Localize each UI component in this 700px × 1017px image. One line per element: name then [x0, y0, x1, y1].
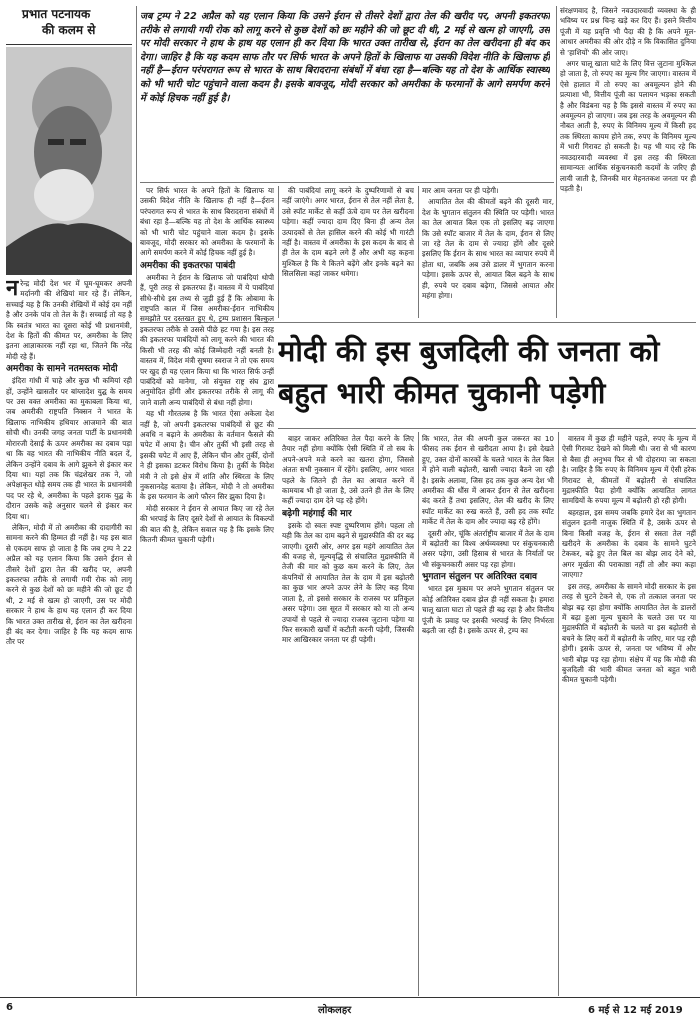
headline-bottom-rule: [278, 428, 696, 429]
col2-paragraph: यह भी गौरतलब है कि भारत ऐसा अकेला देश नहीं है, जो अपनी इकतरफा पाबंदियों से छूट की अवधि न बढ़ाने के अमरीका के वर्तमान फैसले की चपेट में आया है। चीन और तुर्की भी इसी तरह से इसकी चपेट में आए हैं, लेकिन चीन और तुर्की, दोनों ने ही इसका डटकर विरोध किया है। तुर्की के विदेश मंत्री ने तो इसे क्षेत्र में शांति और स्थिरता के लिए नुकसानदेह बताया है। लेकिन, मोदी ने तो अमरीका के इस फरमान के आगे फौरन सिर झुका दिया है।: [140, 409, 274, 502]
column-rule: [418, 186, 419, 318]
publication-name: लोकलहर: [318, 1005, 352, 1016]
col1-paragraph: इंदिरा गांधी में चाहे और कुछ भी कमियां रही हों, उन्होंने खासतौर पर बांग्लादेश युद्घ के समय पर उस वक्त अमरीका का मुकाबला किया था, जब अमरीकी राष्ट्रपति निक्सन ने भारत के खिलाफ नाभिकीय हथियार आजमाने की बात सोची थी। उनकी जगह जनता पार्टी के प्रधानमंत्री मोरारजी देसाई के ऊपर अमरीका का दबाव पड़ा था कि वह भारत की नाभिकीय नीति बदल दें, लेकिन उन्होंने दबाव के आगे झुकने से इंकार कर दिया था। यहां तक कि चंद्रशेखर तक ने, जो अपेक्षाकृत थोड़े समय तक ही भारत के प्रधानमंत्री पद पर रहे थे, अमरीका के पहले इराक युद्घ के दौरान उसके कहे अनुसार चलने से इंकार कर दिया था।: [6, 376, 132, 521]
article-column-2: [140, 186, 274, 996]
subheading: बढ़ेगी महंगाई की मार: [282, 508, 352, 519]
col1-paragraph: रेन्द्र मोदी देश भर में घूम-घूमकर अपनी मर्दानगी की शेखियां मार रहे हैं। लेकिन, सच्चाई यह है कि उनकी शेखियों में कोई दम नहीं है और उनके पांव तो तेल के हैं। सच्चाई तो यह है कि स्वतंत्र भारत का दूसरा कोई भी प्रधानमंत्री, देश के हितों की कीमत पर, अमरीका के लिए इतना आज्ञाकारक नहीं रहा था, जितने कि नरेंद्र मोदी रहे हैं।: [6, 279, 132, 361]
article-column-8: [562, 434, 696, 996]
page-headline: [278, 330, 696, 422]
col5-paragraph: संरक्षणवाद है, जिसने नवउदारवादी व्यवस्था के ही भविष्य पर प्रश्न चिन्ह खड़े कर दिए हैं। इसने वित्तीय पूंजी में यह प्रवृत्ति भी पैदा की है कि अपने मूल-आधार अमरीका की ओर दौड़े न कि विकासित दुनिया से 'हाशियों' की ओर जाए।: [560, 6, 696, 57]
subheading: अमरीका की इकतरफा पाबंदी: [140, 260, 236, 271]
column-rule: [136, 6, 137, 996]
headline-line-2: बहुत भारी कीमत चुकानी पड़ेगी: [278, 376, 606, 410]
headline-line-1: मोदी की इस बुजदिली की जनता को: [278, 334, 660, 368]
col2-paragraph: अमरीका ने ईरान के खिलाफ जो पाबंदियां थोपी हैं, पूरी तरह से इकतरफा हैं। वास्तव में ये पाबंदियां सीधे-सीधे इस तथ्य से जुड़ी हुई हैं कि ओबामा के राष्ट्रपति काल में जिस अमरीका-ईरान नाभिकीय समझौते पर दस्तखत हुए थे, ट्रम्प प्रशासन बिल्कुल इकतरफा तरीके से उससे पीछे हट गया है। इस तरह की इकतरफा पाबंदियों को लागू करने की भारत की किसी भी तरह की कोई जिम्मेदारी नहीं बनती है। वास्तव में, विदेश मंत्री सुषमा स्वराज ने तो एक समय पर खुद ही यह एलान किया था कि भारत सिर्फ उन्हीं पाबंदियों को मानेगा, जो संयुक्त राष्ट्र संघ द्वारा अनुमोदित होंगी और इकतरफा तरीके से लागू की जाने वाली अन्य पाबंदियों से बंधा नहीं होगा।: [140, 272, 274, 407]
author-byline: [6, 6, 132, 44]
footer-rule: [0, 997, 700, 998]
lede-divider: [140, 182, 554, 183]
author-name: प्रभात पटनायक: [22, 7, 91, 21]
article-column-5: [560, 6, 696, 318]
author-photo: [6, 47, 132, 275]
author-byline-suffix: की कलम से: [42, 23, 96, 37]
column-rule: [418, 432, 419, 996]
col1-paragraph: लेकिन, मोदी में तो अमरीका की दादागीरी का सामना करने की हिम्मत ही नहीं है। यह इस बात से एकदम साफ हो जाता है कि जब ट्रम्प ने 22 अप्रैल को यह एलान किया कि उसने ईरान से तीसरे देशों द्वारा तेल की खरीद पर, अपनी इकतरफा तरीके से लगायी गयी रोक को लागू करने से कुछ देशों को छः महीने की जो छूट दी थी, 2 मई से खत्म हो जाएगी, उस पर मोदी सरकार ने हाथ के हाथ यह एलान ही कर दिया कि भारत उक्त तारीख से, ईरान का तेल खरीदना ही बंद कर देगा। जाहिर है कि यह कदम साफ तौर पर: [6, 522, 132, 647]
article-column-6: [282, 434, 414, 996]
issue-date: 6 मई से 12 मई 2019: [588, 1005, 683, 1016]
column-rule: [278, 186, 279, 318]
article-column-4: [422, 186, 554, 318]
bottom-col1-paragraph: इसके दो स्वतः स्पष्ट दुष्परिणाम होंगे। पहला तो यही कि तेल का दाम बढ़ने से मुद्रास्फीति की दर बढ़ जाएगी। दूसरी ओर, अगर इस महंगे आयातित तेल की वजह से, मूल्यवृद्धि से संचालित मुद्रास्फीति में तेजी की मार को कुछ कम करने के लिए, तेल कंपनियों से आयातित तेल के दाम में इस बढ़ोतरी का कुछ भार अपने ऊपर लेने के लिए कह दिया जाता है, तो इससे सरकार के राजस्व पर प्रतिकूल असर पड़ेगा। उस सूरत में सरकार को या तो अन्य उपायों से पहले से ज्यादा राजस्व जुटाना पड़ेगा या फिर सरकारी खर्चों में कटौती करनी पड़ेगी, जिसकी मार आखिरकार जनता पर ही पड़ेगी।: [282, 520, 414, 645]
col2-paragraph: मोदी सरकार ने ईरान से आयात किए जा रहे तेल की भरपाई के लिए दूसरे देशों से आयात के विकल्पों की बात की है, लेकिन सवाल यह है कि इसके लिए कितनी कीमत चुकानी पड़ेगी।: [140, 503, 274, 544]
col4-paragraph: मार आम जनता पर ही पड़ेगी।: [422, 186, 499, 195]
bottom-col2-paragraph: कि भारत, तेल की अपनी कुल जरूरत का 10 फीसद तक ईरान से खरीदता आया है। इसे देखते हुए, उक्त दोनों कारकों के चलते भारत के तेल बिल में होने वाली बढ़ोतरी, खासी ज्यादा बैठने जा रही है। इसके अलावा, जिस हद तक कुछ अन्य देश भी अमरीका की धौंस में आकर ईरान से तेल खरीदना बंद करते हैं तथा इसलिए, तेल की खरीद के लिए स्पॉट मार्केट का रुख करते हैं, उसी हद तक स्पॉट मार्केट में तेल के दाम और ज्यादा बढ़ रहे होंगे।: [422, 434, 554, 527]
bottom-col2-paragraph: दूसरी ओर, चूंकि अंतर्राष्ट्रीय बाजार में तेल के दाम में बढ़ोतरी का विश्व अर्थव्यवस्था पर संकुचनकारी असर पड़ेगा, उसी हिसाब से भारत के निर्यातों पर भी संकुचनकारी असर पड़ रहा होगा।: [422, 528, 554, 569]
bottom-col1-paragraph: बाहर जाकर अतिरिक्त तेल पैदा करने के लिए तैयार नहीं होगा क्योंकि ऐसी स्थिति में तो सब के अपने-अपने मजे करने का खतरा होगा, जिससे अंततः सभी नुकसान में रहेंगे। इसलिए, अगर भारत पहले के जितने ही तेल का आयात करने में कामयाब भी हो जाता है, उसे उतने ही तेल के लिए कहीं ज्यादा दाम देने पड़ रहे होंगे।: [282, 434, 414, 506]
bottom-col3-paragraph: बहरहाल, इस समय जबकि हमारे देश का भुगतान संतुलन इतनी नाजुक स्थिति में है, उसके ऊपर से बिना किसी वजह के, ईरान से सस्ता तेल नहीं खरीदने के अमरीका के दबाव के सामने घुटने टेककर, बढ़े हुए तेल बिल का बोझ लाद देने को, अगर मूर्खता की पराकाष्ठा नहीं तो और क्या कहा जाएगा?: [562, 507, 696, 580]
col2-paragraph: पर सिर्फ भारत के अपने हितों के खिलाफ या उसकी विदेश नीति के खिलाफ ही नहीं है—ईरान परंपरागत रूप से भारत के साथ बिरादराना संबंधों में बंधा रहा है—बल्कि यह तो देश के आर्थिक स्वास्थ्य को भी भारी चोट पहुंचाने वाला कदम है। इसके बावजूद, मोदी सरकार को अमरीका के फरमानों के आगे समर्पण करने में कोई हिचक नहीं हुई है।: [140, 186, 274, 258]
subheading: भुगतान संतुलन पर अतिरिक्त दबाव: [422, 572, 538, 583]
article-column-7: [422, 434, 554, 996]
article-column-3: [282, 186, 414, 318]
article-column-1: [6, 279, 132, 995]
bottom-col2-paragraph: भारत इस मुकाम पर अपने भुगतान संतुलन पर कोई अतिरिक्त दबाव झेल ही नहीं सकता है। हमारा चालू खाता घाटा तो पहले ही बढ़ रहा है और वित्तीय पूंजी के प्रवाह पर इसकी भरपाई के लिए निर्भरता बढ़ती जा रही है। इसके ऊपर से, ट्रम्प का: [422, 584, 554, 635]
column-rule: [558, 432, 559, 996]
bottom-col3-paragraph: वास्तव में कुछ ही महीने पहले, रुपए के मूल्य में ऐसी गिरावट देखने को मिली थी। जरा से भी कारण से बैसा ही अनुभव फिर से भी दोहराया जा सकता है। जाहिर है कि रुपए के विनिमय मूल्य में ऐसी हरेक गिरावट से, कीमतों में बढ़ोतरी से संचालित मुद्रास्फीति पैदा होगी क्योंकि आयातित लागत सामग्रियों के रुपया मूल्य में बढ़ोतरी हो रही होगी।: [562, 434, 696, 506]
page-footer: [0, 1000, 700, 1017]
author-divider: [6, 44, 132, 45]
page-number: 6: [6, 1002, 13, 1013]
col3-paragraph: की पाबंदियां लागू करने के दुष्परिणामों से बच नहीं जाएंगे। अगर भारत, ईरान से तेल नहीं लेता है, उसे स्पॉट मार्केट से कहीं ऊंचे दाम पर तेल खरीदना पड़ेगा। कहीं ज्यादा दाम दिए बिना ही अन्य तेल उत्पादकों से तेल हासिल करने की कोई भी गारंटी नहीं है। वास्तव में अमरीका के इस कदम के बाद से ही तेल के दाम बढ़ने लगे हैं और अभी यह कहना मुश्किल है कि ये कितने बढ़ेंगे और इनके बढ़ने का सिलसिला कहां जाकर थमेगा।: [282, 186, 414, 279]
drop-cap: न: [6, 279, 19, 301]
author-portrait-icon: [6, 47, 132, 275]
column-rule: [556, 6, 557, 318]
article-lede: जब ट्रम्प ने 22 अप्रैल को यह एलान किया कि उसने ईरान से तीसरे देशों द्वारा तेल की खरीद पर, अपनी इकतरफा तरीके से लगायी गयी रोक को लागू करने से कुछ देशों को छः महीने की जो छूट दी थी, 2 मई से खत्म हो जाएगी, उस पर मोदी सरकार ने हाथ के हाथ यह एलान ही कर दिया कि भारत उक्त तारीख से, ईरान का तेल खरीदना ही बंद कर देगा। जाहिर है कि यह कदम साफ तौर पर सिर्फ भारत के अपने हितों के खिलाफ या उसकी विदेश नीति के खिलाफ ही नहीं है—ईरान परंपरागत रूप से भारत के साथ बिरादराना संबंधों में बंधा रहा है—बल्कि यह तो देश के आर्थिक स्वास्थ्य को भी भारी चोट पहुंचाने वाला कदम है। इसके बावजूद, मोदी सरकार को अमरीका के फरमानों के आगे समर्पण करने में कोई हिचक नहीं हुई है।: [140, 11, 550, 104]
subheading: अमरीका के सामने नतमस्तक मोदी: [6, 364, 118, 375]
bottom-col3-paragraph: इस तरह, अमरीका के सामने मोदी सरकार के इस तरह से घुटने टेकने से, एक तो तत्काल जनता पर बोझ बढ़ रहा होगा क्योंकि आयातित तेल के डालरों में बढ़ा हुआ मूल्य चुकाने के चलते उस पर या मुद्रास्फीति में बढ़ोतरी के चलते या इस बढ़ोतरी से बचने के लिए करों में बढ़ोतरी के जरिए, मार पड़ रही होगी। इसके ऊपर से, जनता पर भविष्य में और भारी बोझ पड़ रहा होगा। संक्षेप में यह कि मोदी की बुजदिली की भारी कीमत जनता को बहुत भारी कीमत चुकानी पड़ेगी।: [562, 581, 696, 685]
col5-paragraph: अगर चालू खाता घाटे के लिए वित्त जुटाना मुश्किल हो जाता है, तो रुपए का मूल्य गिर जाएगा। वास्तव में ऐसे हालात में तो रुपए का अवमूल्यन होने की प्रत्याशा भी, वित्तीय पूंजी का पलायन भड़का सकती है और विडंबना यह है कि इससे वास्तव में रुपए का अवमूल्यन हो जाएगा। जब इस तरह के अवमूल्यन की नौबत आती है, रुपए के विनिमय मूल्य में किसी हद तक स्थिरता कायम होने तक, रुपए के विनिमय मूल्य में भारी गिरावट हो सकती है। यह भी याद रहे कि नवउदारवादी व्यवस्था में इस तरह की स्थिरता सामान्यतः आर्थिक संकुचनकारी कदमों के जरिए ही लायी जाती है, जिनकी मार मेहनतकश जनता पर ही पड़ती है।: [560, 59, 696, 193]
col4-paragraph: आयातित तेल की कीमतों बढ़ने की दूसरी मार, देश के भुगतान संतुलन की स्थिति पर पड़ेगी। भारत का तेल आयात बिल एक तो इसलिए बढ़ जाएगा कि उसे स्पॉट बाजार में तेल के दाम, ईरान से लिए जा रहे तेल के दाम से ज्यादा होंगे और दूसरे इसलिए कि ईरान के साथ भारत का व्यापार रुपये में होता था, जबकि अब उसे डालर में भुगतान करना पड़ेगा। इसके ऊपर से, आयात बिल बढ़ने के साथ ही, रुपये पर दबाव बढ़ेगा, जिससे आयात और महंगा होगा।: [422, 197, 554, 301]
